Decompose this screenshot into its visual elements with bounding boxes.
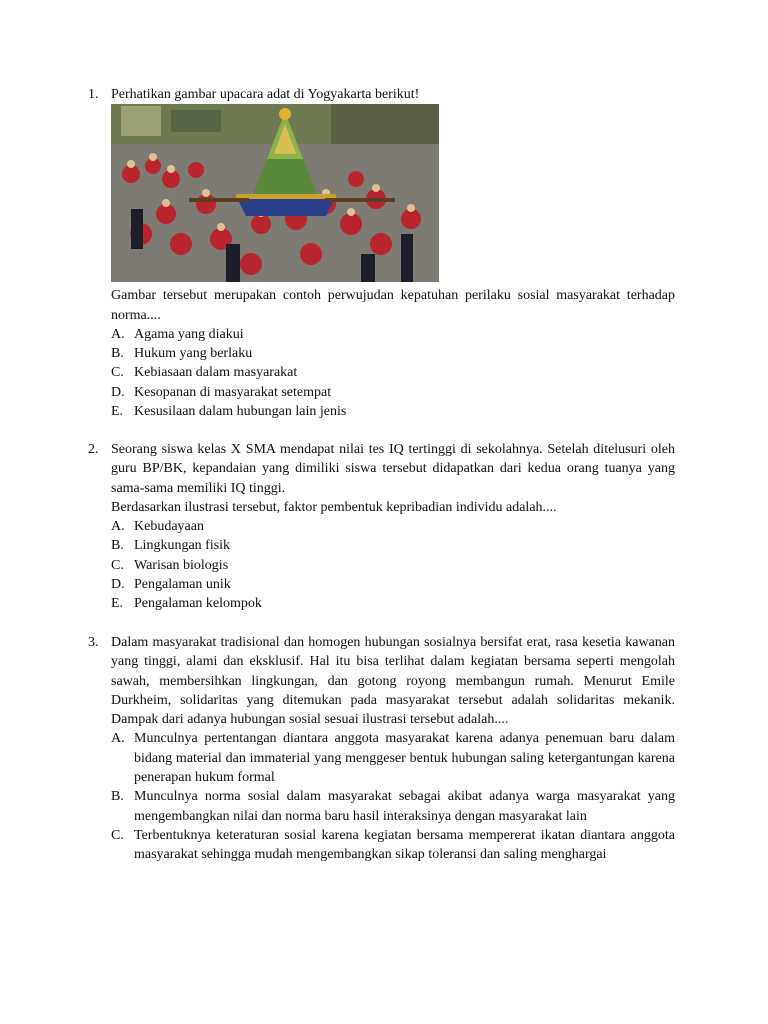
question-number: 3. bbox=[88, 635, 99, 650]
question-number: 1. bbox=[88, 87, 99, 102]
option-a[interactable]: A. Kebudayaan bbox=[111, 519, 204, 535]
question-number: 2. bbox=[88, 442, 99, 457]
question-3 bbox=[88, 633, 675, 865]
question-stem: Dalam masyarakat tradisional dan homogen hubungan sosialnya bersifat erat, rasa kesetia kawanan yang tinggi, alami dan eksklusif. Hal itu bisa terlihat dalam kegiatan bersama seperti mengolah sawah, membersihkan lingkungan, dan gotong royong membangun rumah. Menurut Emile Durkheim, solidaritas yang ditemukan pada masyarakat tersebut adalah solidaritas mekanik. Dampak dari adanya hubungan sosial sesuai ilustrasi tersebut adalah.... bbox=[111, 635, 675, 728]
option-e[interactable]: E. Pengalaman kelompok bbox=[111, 596, 262, 612]
option-c[interactable]: C. Terbentuknya keteraturan sosial karena kegiatan bersama mempererat ikatan diantara anggota masyarakat sehingga mudah mengembangkan sikap toleransi dan saling menghargai bbox=[111, 827, 675, 863]
option-d[interactable]: D. Kesopanan di masyarakat setempat bbox=[111, 384, 332, 400]
option-a[interactable]: A. Munculnya pertentangan diantara anggota masyarakat karena adanya penemuan baru dalam bidang material dan immaterial yang menggeser bentuk hubungan saling ketergantungan karena penerapan hukum formal bbox=[111, 731, 675, 786]
option-e[interactable]: E. Kesusilaan dalam hubungan lain jenis bbox=[111, 404, 347, 420]
ceremony-photo-illustration bbox=[111, 104, 439, 282]
option-a[interactable]: A. Agama yang diakui bbox=[111, 326, 244, 342]
option-c[interactable]: C. Warisan biologis bbox=[111, 557, 229, 573]
question-stem-continued: Gambar tersebut merupakan contoh perwujudan kepatuhan perilaku sosial masyarakat terhadap norma.... bbox=[111, 288, 675, 323]
option-b[interactable]: B. Munculnya norma sosial dalam masyarakat sebagai akibat adanya warga masyarakat yang mengembangkan nilai dan norma baru hasil interaksinya dengan masyarakat lain bbox=[111, 789, 675, 824]
ceremony-photo bbox=[111, 104, 439, 282]
option-b[interactable]: B. Lingkungan fisik bbox=[111, 538, 231, 554]
option-c[interactable]: C. Kebiasaan dalam masyarakat bbox=[111, 365, 298, 381]
question-prompt: Berdasarkan ilustrasi tersebut, faktor pembentuk kepribadian individu adalah.... bbox=[111, 499, 557, 515]
question-stem: Seorang siswa kelas X SMA mendapat nilai tes IQ tertinggi di sekolahnya. Setelah ditelusuri oleh guru BP/BK, kepandaian yang dimiliki siswa tersebut didapatkan dari kedua orang tuanya yang sama-sama memiliki IQ tinggi. bbox=[111, 442, 675, 496]
answer-options bbox=[111, 517, 675, 613]
answer-options bbox=[111, 325, 675, 421]
question-2 bbox=[88, 440, 675, 614]
option-b[interactable]: B. Hukum yang berlaku bbox=[111, 346, 253, 362]
answer-options bbox=[111, 729, 675, 864]
question-1 bbox=[88, 85, 675, 421]
question-stem: Perhatikan gambar upacara adat di Yogyakarta berikut! bbox=[111, 87, 420, 102]
option-d[interactable]: D. Pengalaman unik bbox=[111, 577, 231, 593]
